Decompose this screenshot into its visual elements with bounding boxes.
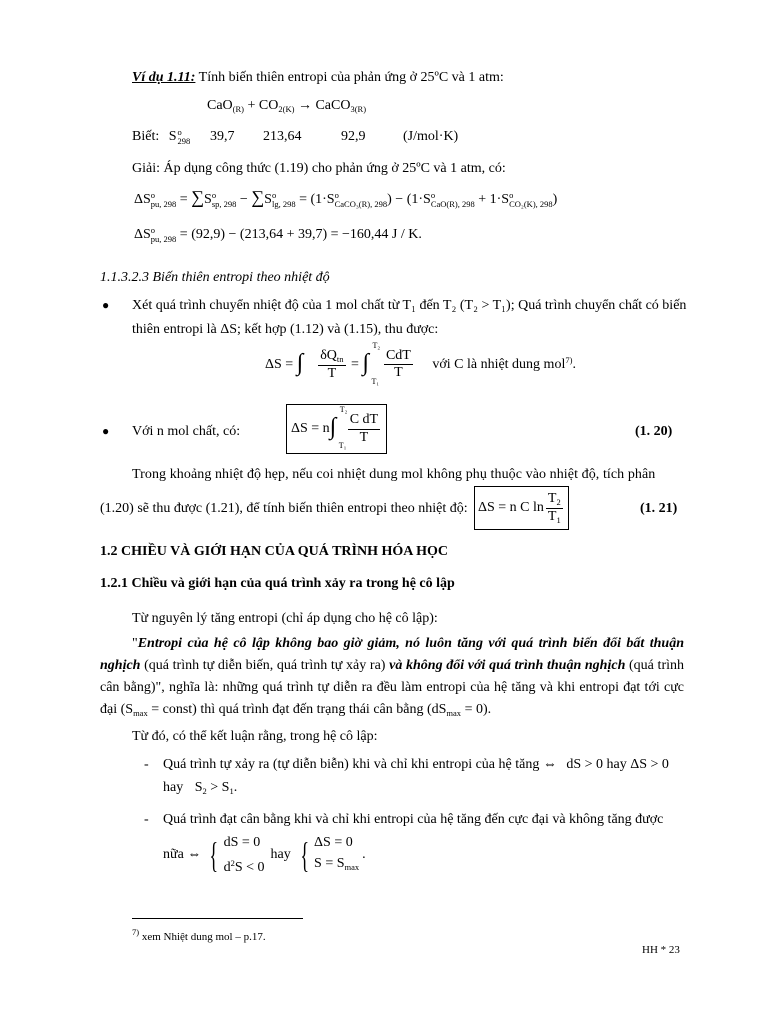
reaction-equation: $CaO_{(R)} + CO_{2(K)}$ → CaCO$_{3(R)}$ [207,98,367,114]
entropy-principle-quote: "Entropi của hệ cô lập không bao giờ giảm, nó luôn tăng với quá trình biến đổi bất thuận nghịch (quá trình tự diễn biến, quá trình tự xảy ra) và không đổi với quá trình thuận nghịch (quá trình cân bằng)", nghĩa là: những quá trình tự diễn ra đều làm entropi của hệ tăng và khi entropi đạt tới cực đại ($S_{max}$ = const) thì quá trình đạt đến trạng thái cân bằng $(dS_{max} = 0)$. [100,636,684,718]
subsection-title: 1.1.3.2.3 Biến thiên entropi theo nhiệt độ [100,270,330,285]
bullet-1: ● [102,298,110,312]
dash2-equilibrium-conditions: nữa ⇔ { dS = 0 $d^2S < 0$ hay { ΔS = 0 $S = S_{max}$ . [163,835,366,875]
solution-intro: Giải: Áp dụng công thức (1.19) cho phản ứng ở 25ºC và 1 atm, có: [132,161,506,176]
footnote: $^{7)}$ xem Nhiệt dung mol – p.17. [132,927,266,943]
bullet-2: ● [102,424,110,438]
sum-equation-result: ΔS o pu, 298 = (92,9) − (213,64 + 39,7) = −160,44 J / K. [134,225,422,244]
narrow-temp-paragraph-line1: Trong khoảng nhiệt độ hẹp, nếu coi nhiệt dung mol không phụ thuộc vào nhiệt độ, tích phân [132,467,656,482]
example-label: Ví dụ 1.11: [132,70,196,85]
example-task: Tính biến thiên entropi của phản ứng ở 25ºC và 1 atm: [198,70,504,85]
dash1-text: Quá trình tự xảy ra (tự diễn biễn) khi và chỉ khi entropi của hệ tăng ⇔ dS > 0 hay ΔS > 0 [163,757,669,772]
c-note: với C là nhiệt dung mol [432,357,566,373]
footnote-rule [132,918,303,919]
section-1-2-1-title: 1.2.1 Chiều và giới hạn của quá trình xảy ra trong hệ cô lập [100,576,455,591]
dash1-line2: hay $S_2 > S_1$. [163,780,238,796]
entropy-value-cao: 39,7 [210,129,235,144]
entropy-value-caco3: 92,9 [341,129,366,144]
dash-1: - [144,757,149,772]
dash2-text: Quá trình đạt cân bằng khi và chỉ khi entropi của hệ tăng đến cực đại và không tăng được [163,812,664,827]
equation-number-1-20: (1. 20) [635,424,673,439]
entropy-principle-intro: Từ nguyên lý tăng entropi (chỉ áp dụng cho hệ cô lập): [132,611,438,626]
equation-1-21-box: ΔS = n C ln $T_2$ $T_1$ [474,486,569,530]
sum-equation: ΔS o pu, 298 = ∑S o sp, 298 − ∑S o lg, 298 = (1·S o CaCO₃(R), 298 ) − (1·S o CaO(R), 298 + 1·S o CO₂(K), 298 ) [134,187,558,209]
example-heading [132,69,504,87]
bullet1-line1: Xét quá trình chuyển nhiệt độ của 1 mol chất từ T₁ đến T₂ (T₂ > T₁); Quá trình chuyển chất có biến [132,298,687,313]
narrow-temp-paragraph-line2: (1.20) sẽ thu được (1.21), để tính biến thiên entropi theo nhiệt độ: [100,501,468,516]
entropy-integral-equation: ΔS = ∫ $\delta Q_{tn}$ T = T₂ ∫ T₁ CdT T với C là nhiệt dung mol$^{7)}$. [265,340,576,386]
section-1-2-title: 1.2 CHIỀU VÀ GIỚI HẠN CỦA QUÁ TRÌNH HÓA HỌC [100,544,448,559]
equation-number-1-21: (1. 21) [640,501,678,516]
conclusion-text: Từ đó, có thể kết luận rằng, trong hệ cô lập: [132,729,378,744]
bullet1-line2: thiên entropi là ΔS; kết hợp (1.12) và (1.15), thu được: [132,322,439,337]
page-number: HH * 23 [642,944,680,956]
entropy-value-co2: 213,64 [263,129,302,144]
dash-2: - [144,812,149,827]
bullet2-text: Với n mol chất, có: [132,424,241,439]
equation-1-20-box: ΔS = n T₂ ∫ T₁ C dT T [286,404,387,454]
entropy-unit: (J/mol·K) [403,129,459,144]
given-entropy-row: Biết: S o 298 [132,127,191,146]
